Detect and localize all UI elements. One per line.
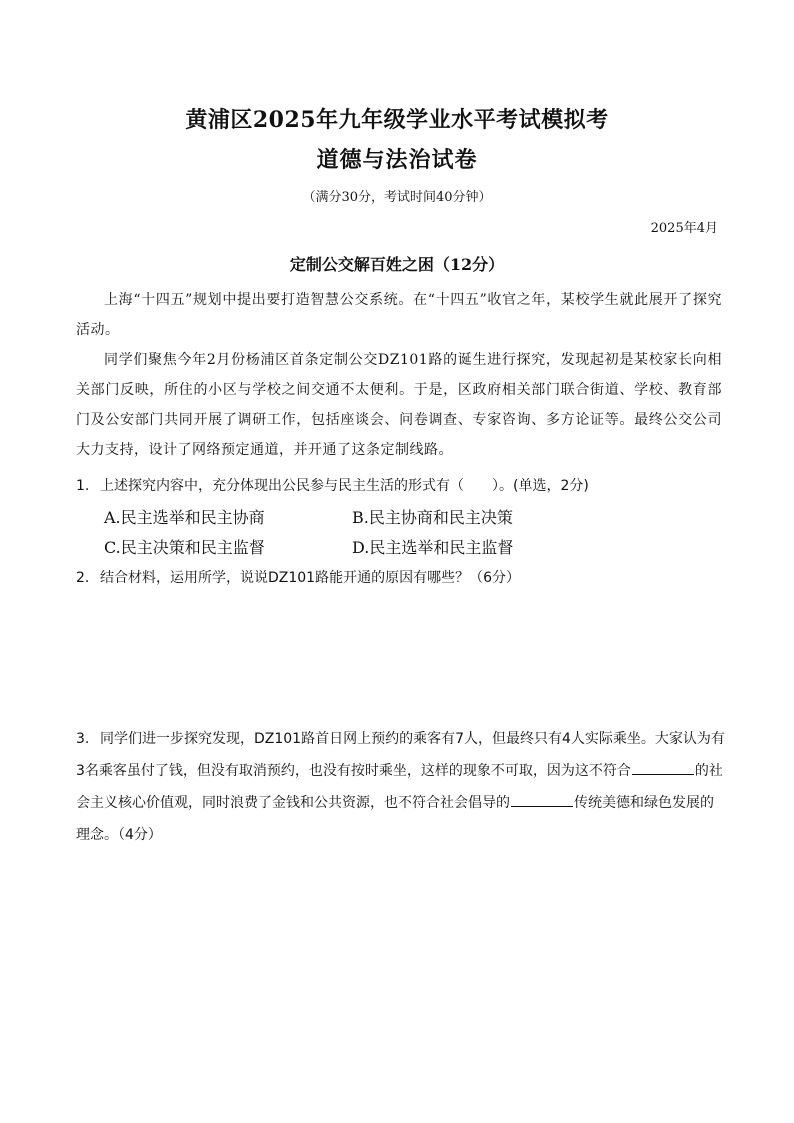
question-3-text-part1: 同学们进一步探究发现，DZ101路首日网上预约的乘客有7人，但最终只有4人实际乘坐。大家认为有3名乘客虽付了钱，但没有取消预约，也没有按时乘坐，这样的现象不可取，因为这不符合 (76, 731, 725, 779)
question-2 (76, 563, 726, 593)
question-2-text: 结合材料，运用所学，说说DZ101路能开通的原因有哪些？（6分） (100, 570, 520, 586)
question-1-text: 上述探究内容中，充分体现出公民参与民主生活的形式有（ ）。(单选，2分) (100, 478, 589, 494)
material-paragraph-2: 同学们聚焦今年2月份杨浦区首条定制公交DZ101路的诞生进行探究，发现起初是某校家长向相关部门反映，所住的小区与学校之间交通不太便利。于是，区政府相关部门联合街道、学校、教育部门及公安部门共同开展了调研工作，包括座谈会、问卷调查、专家咨询、多方论证等。最终公交公司大力支持，设计了网络预定通道，并开通了这条定制线路。 (76, 352, 722, 458)
material-paragraph-1: 上海“十四五”规划中提出要打造智慧公交系统。在“十四五”收官之年，某校学生就此展开了探究活动。 (76, 292, 722, 338)
exam-subject-title: 道德与法治试卷 (316, 147, 478, 173)
options-row-2 (0, 533, 520, 563)
exam-title: 黄浦区2025年九年级学业水平考试模拟考 (185, 107, 609, 133)
option-b[interactable]: B.民主协商和民主决策 (352, 508, 513, 527)
answer-blank-2[interactable] (511, 792, 573, 807)
question-3 (76, 723, 726, 851)
question-3-text-part3: 传统美德和绿色发展的理念。（4分） (76, 795, 714, 843)
option-d[interactable]: D.民主选举和民主监督 (352, 538, 514, 557)
question-1-number: 1. (76, 478, 90, 494)
option-a[interactable]: A.民主选举和民主协商 (104, 508, 265, 527)
exam-info: （满分30分，考试时间40分钟） (302, 190, 492, 205)
question-3-text-part2: 的社会主义核心价值观，同时浪费了金钱和公共资源，也不符合社会倡导的 (76, 763, 723, 811)
question-3-number: 3. (76, 731, 90, 747)
option-c[interactable]: C.民主决策和民主监督 (104, 538, 265, 557)
exam-date: 2025年4月 (650, 221, 718, 236)
answer-blank-1[interactable] (632, 760, 694, 775)
section-title: 定制公交解百姓之困（12分） (289, 255, 505, 274)
question-1 (76, 471, 726, 501)
options-row-1 (0, 503, 520, 533)
question-2-number: 2. (76, 570, 90, 586)
